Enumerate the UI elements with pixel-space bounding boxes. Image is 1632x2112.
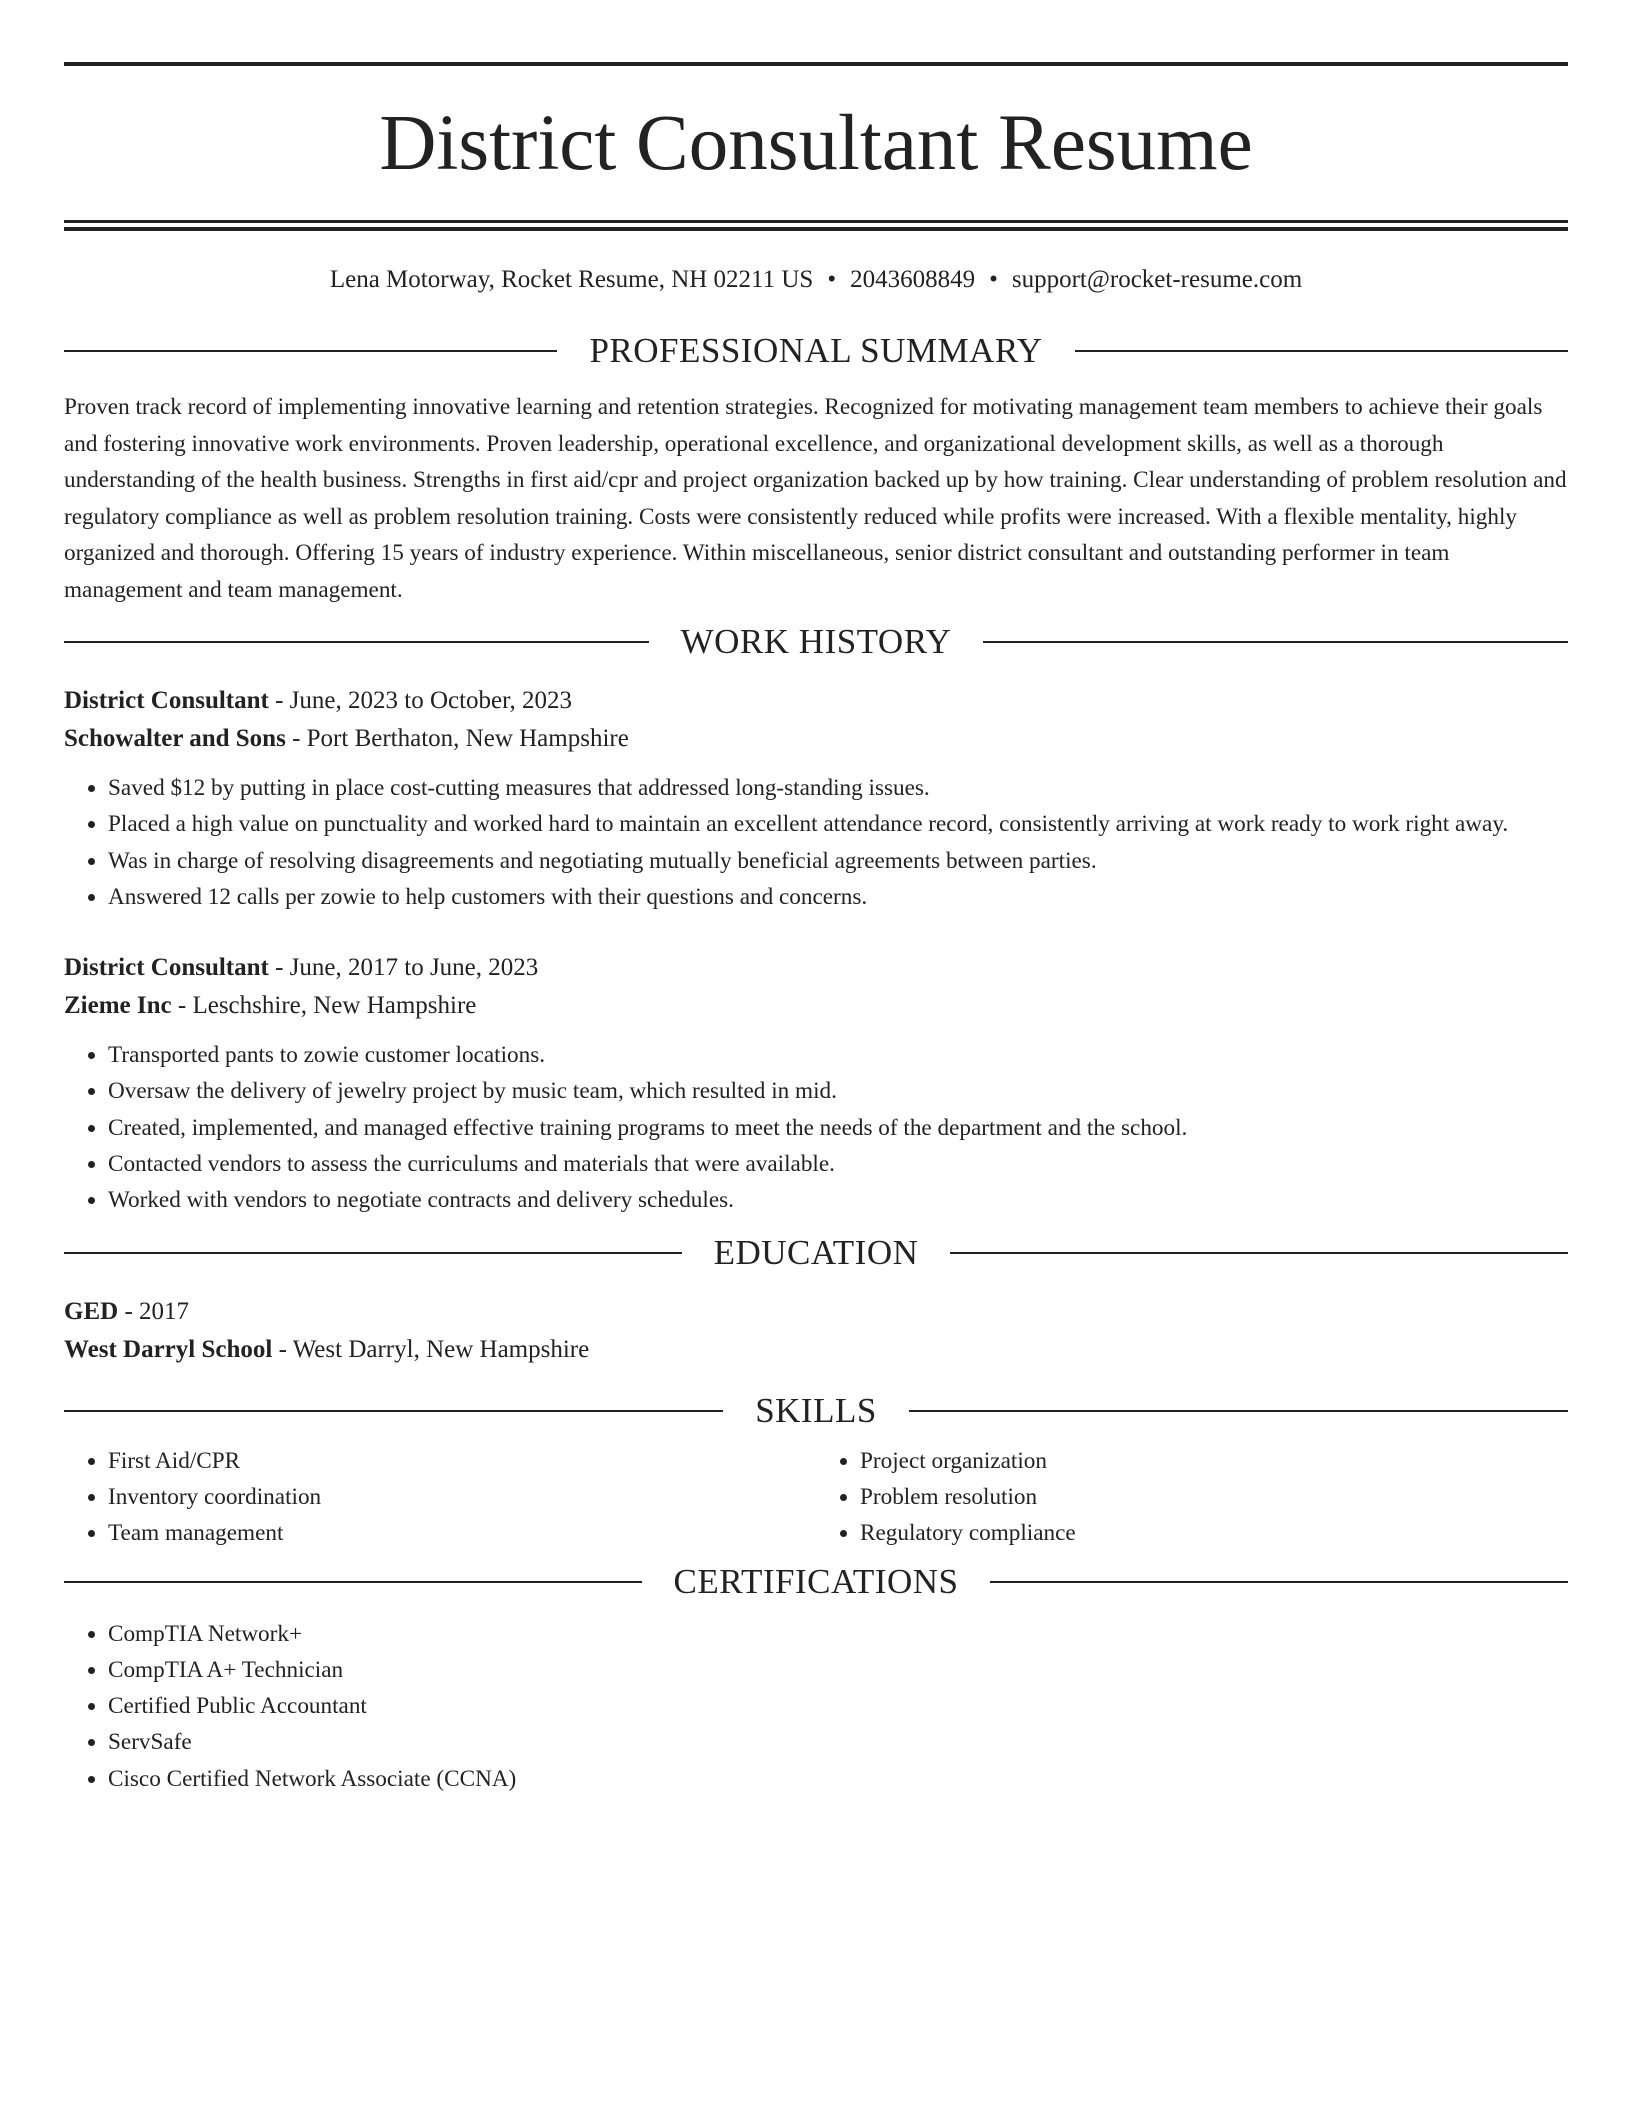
job-bullets (64, 1037, 1568, 1218)
section-title-education: EDUCATION (713, 1232, 919, 1272)
certification-item: • ServSafe (108, 1724, 1568, 1760)
education-school: West Darryl School (64, 1335, 273, 1363)
job-dates: - June, 2017 to June, 2023 (268, 954, 539, 982)
job-company: Schowalter and Sons (64, 725, 286, 752)
divider-line (909, 1410, 1568, 1412)
list-item: • Saved $12 by putting in place cost-cutting measures that addressed long-standing issues. (108, 770, 1568, 806)
list-item: • Contacted vendors to assess the curriculums and materials that were available. (108, 1146, 1568, 1182)
job-dates: - June, 2023 to October, 2023 (268, 687, 572, 714)
job-location: - Port Berthaton, New Hampshire (285, 725, 629, 752)
contact-separator: • (989, 266, 998, 293)
education-year: - 2017 (118, 1297, 190, 1325)
divider-line (64, 641, 649, 643)
job-entry (64, 682, 1568, 915)
top-rule (64, 62, 1568, 66)
section-header-work (64, 620, 1568, 664)
list-item: • Oversaw the delivery of jewelry project by music team, which resulted in mid. (108, 1073, 1568, 1109)
list-item: • Created, implemented, and managed effective training programs to meet the needs of the department and the school. (108, 1110, 1568, 1146)
education-degree-line (64, 1293, 1568, 1331)
divider-line (1075, 350, 1568, 352)
contact-address: Lena Motorway, Rocket Resume, NH 02211 US (329, 266, 814, 293)
section-header-summary (64, 329, 1568, 373)
job-entry (64, 949, 1568, 1218)
divider-line (64, 1410, 723, 1412)
job-company-line (64, 987, 1568, 1025)
job-company: Zieme Inc (64, 992, 172, 1020)
education-degree: GED (64, 1297, 119, 1325)
divider-line (64, 350, 557, 352)
list-item: • Answered 12 calls per zowie to help customers with their questions and concerns. (108, 879, 1568, 915)
skill-item: • Team management (108, 1515, 816, 1551)
list-item: • Worked with vendors to negotiate contracts and delivery schedules. (108, 1182, 1568, 1218)
job-title-line (64, 682, 1568, 720)
section-title-skills: SKILLS (755, 1390, 877, 1430)
divider-line (950, 1252, 1568, 1254)
section-header-skills (64, 1389, 1568, 1433)
contact-email: support@rocket-resume.com (1011, 266, 1303, 293)
title-double-rule (64, 220, 1568, 231)
skill-item: • First Aid/CPR (108, 1443, 816, 1479)
job-title: District Consultant (64, 954, 269, 982)
skill-item: • Regulatory compliance (860, 1515, 1568, 1551)
divider-line (990, 1581, 1568, 1583)
education-entry (64, 1293, 1568, 1369)
list-item: • Was in charge of resolving disagreements and negotiating mutually beneficial agreements between parties. (108, 843, 1568, 879)
certifications-list (64, 1616, 1568, 1797)
contact-separator: • (827, 266, 837, 293)
job-title-line (64, 949, 1568, 987)
divider-line (983, 641, 1568, 643)
certification-item: • Certified Public Accountant (108, 1688, 1568, 1724)
contact-phone: 2043608849 (850, 266, 976, 293)
skills-columns (64, 1443, 1568, 1552)
skill-item: • Project organization (860, 1443, 1568, 1479)
certification-item: • CompTIA Network+ (108, 1616, 1568, 1652)
section-header-certifications (64, 1560, 1568, 1604)
section-header-education (64, 1231, 1568, 1275)
skills-list-left (64, 1443, 816, 1552)
certification-item: • CompTIA A+ Technician (108, 1652, 1568, 1688)
contact-line (64, 265, 1568, 295)
job-company-line (64, 720, 1568, 758)
list-item: • Placed a high value on punctuality and worked hard to maintain an excellent attendance record, consistently arriving at work ready to work right away. (108, 806, 1568, 842)
summary-text: Proven track record of implementing innovative learning and retention strategies. Recognized for motivating management team members to achieve their goals and fostering innovative work environments. Proven leadership, operational excellence, and organizational development skills, as well as a thorough understanding of the health business. Strengths in first aid/cpr and project organization backed up by how training. Clear understanding of problem resolution and regulatory compliance as well as problem resolution training. Costs were consistently reduced while profits were increased. With a flexible mentality, highly organized and thorough. Offering 15 years of industry experience. Within miscellaneous, senior district consultant and outstanding performer in team management and team management. (64, 394, 1567, 603)
resume-title: District Consultant Resume (379, 100, 1253, 187)
section-title-work: WORK HISTORY (680, 622, 952, 661)
divider-line (64, 1581, 642, 1583)
job-location: - Leschshire, New Hampshire (171, 992, 477, 1020)
skills-list-right (816, 1443, 1568, 1552)
job-title: District Consultant (64, 687, 269, 714)
skill-item: • Problem resolution (860, 1479, 1568, 1515)
list-item: • Transported pants to zowie customer locations. (108, 1037, 1568, 1073)
job-bullets (64, 770, 1568, 915)
certification-item: • Cisco Certified Network Associate (CCNA) (108, 1761, 1568, 1797)
education-school-line (64, 1331, 1568, 1369)
section-title-summary: PROFESSIONAL SUMMARY (589, 331, 1043, 370)
spacer (64, 1219, 1568, 1231)
skill-item: • Inventory coordination (108, 1479, 816, 1515)
divider-line (64, 1252, 682, 1254)
education-location: - West Darryl, New Hampshire (272, 1335, 590, 1363)
section-title-certifications: CERTIFICATIONS (673, 1561, 959, 1601)
